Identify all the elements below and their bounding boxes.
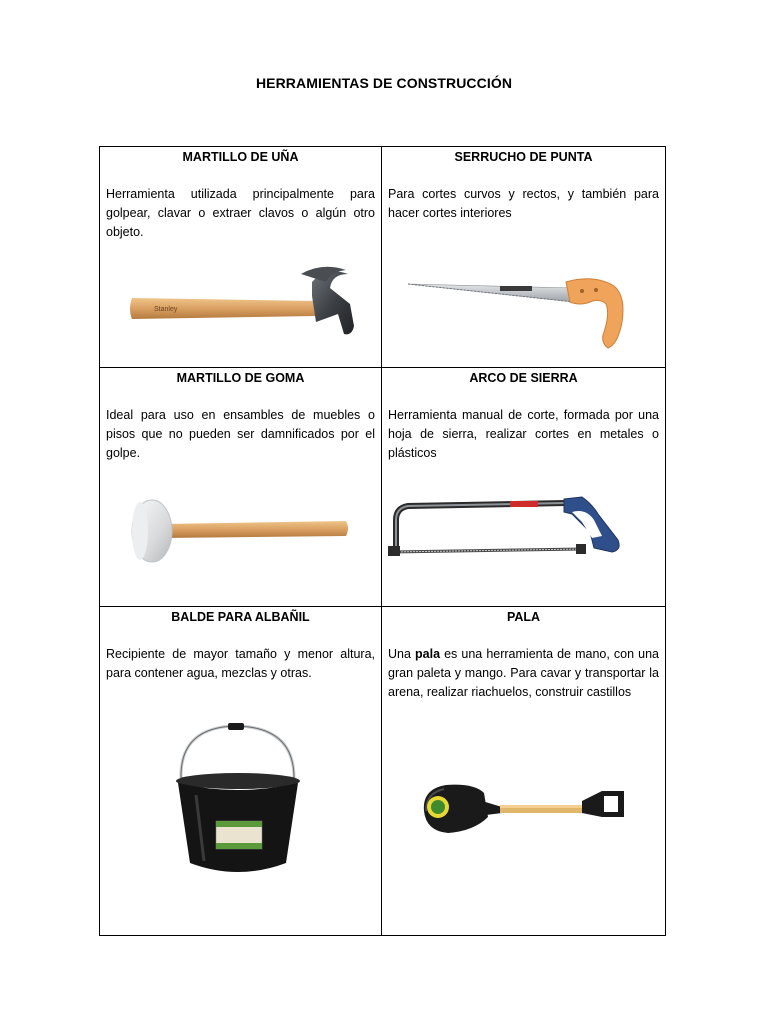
tool-cell-balde bbox=[100, 607, 382, 936]
hammer-brand-text: Stanley bbox=[154, 306, 178, 313]
table-row bbox=[100, 147, 666, 368]
bucket-image bbox=[176, 723, 306, 888]
tools-table bbox=[99, 146, 666, 936]
keyhole-saw-image bbox=[404, 272, 644, 357]
tool-name: MARTILLO DE UÑA bbox=[182, 150, 299, 164]
tool-cell-martillo-goma bbox=[100, 368, 382, 607]
table-row bbox=[100, 607, 666, 936]
tool-description: Para cortes curvos y rectos, y también para hacer cortes interiores bbox=[388, 187, 659, 220]
tool-cell-martillo-una bbox=[100, 147, 382, 368]
tool-description: Herramienta utilizada principalmente para golpear, clavar o extraer clavos o algún otro objeto. bbox=[106, 187, 375, 239]
document-title: HERRAMIENTAS DE CONSTRUCCIÓN bbox=[255, 75, 513, 91]
tool-name: ARCO DE SIERRA bbox=[469, 371, 578, 385]
tool-description: Recipiente de mayor tamaño y menor altura, para contener agua, mezclas y otras. bbox=[106, 647, 375, 680]
tool-cell-pala bbox=[382, 607, 666, 936]
tool-description: Ideal para uso en ensambles de muebles o pisos que no pueden ser damnificados por el golpe. bbox=[106, 408, 375, 460]
shovel-image bbox=[416, 779, 636, 859]
tool-name: BALDE PARA ALBAÑIL bbox=[171, 610, 310, 624]
table-row bbox=[100, 368, 666, 607]
tool-cell-arco-sierra bbox=[382, 368, 666, 607]
claw-hammer-image bbox=[126, 264, 356, 349]
tool-name: MARTILLO DE GOMA bbox=[176, 371, 305, 385]
tool-cell-serrucho-punta bbox=[382, 147, 666, 368]
tool-description: Una pala es una herramienta de mano, con una gran paleta y mango. Para cavar y transportar la arena, realizar riachuelos, construir castillos bbox=[388, 647, 659, 699]
hacksaw-image bbox=[386, 496, 626, 571]
rubber-mallet-image bbox=[128, 496, 353, 571]
tool-name: SERRUCHO DE PUNTA bbox=[454, 150, 593, 164]
tool-description: Herramienta manual de corte, formada por una hoja de sierra, realizar cortes en metales o plásticos bbox=[388, 408, 659, 460]
tool-name: PALA bbox=[506, 610, 541, 624]
